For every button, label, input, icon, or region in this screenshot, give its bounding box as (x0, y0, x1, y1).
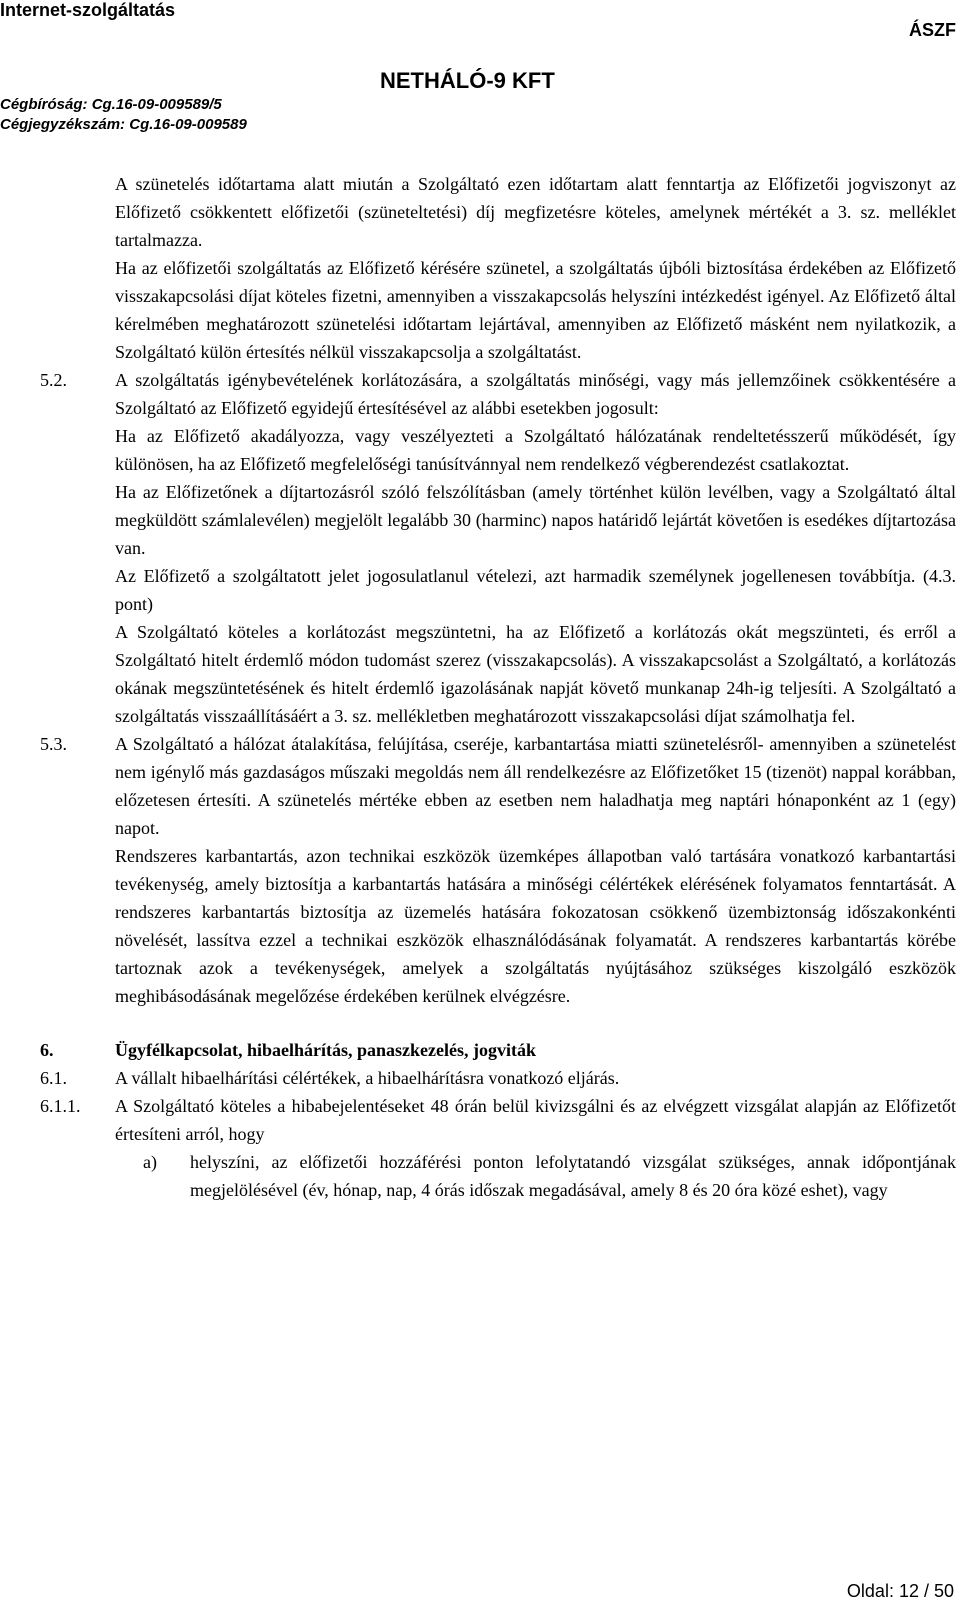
header-registration-number (0, 116, 247, 133)
list-item-a: a) helyszíni, az előfizetői hozzáférési ponton lefolytatandó vizsgálat szükséges, annak időpontjának megjelölésével (év, hónap, nap, 4 órás időszak megadásával, amely 8 és 20 óra közé eshet), vagy (40, 1148, 956, 1204)
section-number: 6. (40, 1040, 54, 1060)
header-court-registry (0, 96, 222, 113)
document-body (40, 170, 956, 1204)
section-5-2-case-3: Az Előfizető a szolgáltatott jelet jogosulatlanul vételezi, azt harmadik személynek jogellenesen továbbítja. (4.3. pont) (115, 566, 956, 614)
section-number: 5.2. (40, 370, 67, 390)
section-5-3-notice: A Szolgáltató a hálózat átalakítása, felújítása, cseréje, karbantartása miatti szünetelésről- amennyiben a szünetelést nem igénylő más gazdaságos műszaki megoldás nem áll rendelkezésre az Előfizetőket 15 (tizenöt) nappal korábban, előzetesen értesíti. A szünetelés mértéke ebben az esetben nem haladhatja meg naptári hónaponként az 1 (egy) napot. (115, 734, 956, 838)
page-number: Oldal: 12 / 50 (846, 1581, 954, 1601)
paragraph-reconnection: Ha az előfizetői szolgáltatás az Előfizető kérésére szünetel, a szolgáltatás újbóli biztosítása érdekében az Előfizető visszakapcsolási díjat köteles fizetni, amennyiben a visszakapcsolás helyszíni intézkedést igényel. Az Előfizető által kérelmében meghatározott szünetelési időtartam lejártával, amennyiben az Előfizető másként nem nyilatkozik, a Szolgáltató külön értesítés nélkül visszakapcsolja a szolgáltatást. (115, 258, 956, 362)
list-item-marker: a) (143, 1152, 157, 1172)
section-number: 5.3. (40, 734, 67, 754)
header-company-name: NETHÁLÓ-9 KFT (380, 68, 555, 93)
section-number: 6.1.1. (40, 1096, 81, 1116)
section-title: Ügyfélkapcsolat, hibaelhárítás, panaszkezelés, jogviták (115, 1040, 536, 1060)
section-6-heading (40, 1036, 956, 1064)
regno-value: Cg.16-09-009589 (129, 116, 247, 133)
section-6-1: 6.1. A vállalt hibaelhárítási célértékek, a hibaelhárításra vonatkozó eljárás. (40, 1064, 956, 1092)
header-service-title: Internet-szolgáltatás (0, 0, 176, 20)
section-5-2-intro: A szolgáltatás igénybevételének korlátozására, a szolgáltatás minőségi, vagy más jellemzőinek csökkentésére a Szolgáltató az Előfizető egyidejű értesítésével az alábbi esetekben jogosult: (115, 370, 956, 418)
section-5-2-case-2: Ha az Előfizetőnek a díjtartozásról szóló felszólításban (amely történhet külön levélben, vagy a Szolgáltató által megküldött számlalevélen) megjelölt legalább 30 (harminc) napos határidő lejártát követően is esedékes díjtartozása van. (115, 482, 956, 558)
section-5-2-lifting: A Szolgáltató köteles a korlátozást megszüntetni, ha az Előfizető a korlátozás okát megszünteti, és erről a Szolgáltató hitelt érdemlő módon tudomást szerez (visszakapcsolás). A visszakapcsolást a Szolgáltató, a korlátozás okának megszüntetésének és hitelt érdemlő igazolásának napját követő munkanap 24h-ig teljesíti. A Szolgáltató a szolgáltatás visszaállításáért a 3. sz. mellékletben meghatározott visszakapcsolási díjat számolhatja fel. (115, 622, 956, 726)
paragraph-suspension-fee: A szünetelés időtartama alatt miután a Szolgáltató ezen időtartam alatt fenntartja az Előfizetői jogviszonyt az Előfizető csökkentett előfizetői (szüneteltetési) díj megfizetésre köteles, amelynek mértékét a 3. sz. melléklet tartalmazza. (115, 174, 956, 250)
section-5-3 (40, 730, 956, 1010)
court-label: Cégbíróság: (0, 96, 88, 113)
section-6-1-1: 6.1.1. A Szolgáltató köteles a hibabejelentéseket 48 órán belül kivizsgálni és az elvégzett vizsgálat alapján az Előfizetőt értesíteni arról, hogy (40, 1092, 956, 1148)
section-5-2 (40, 366, 956, 730)
regno-label: Cégjegyzékszám: (0, 116, 126, 133)
section-5-3-maintenance: Rendszeres karbantartás, azon technikai eszközök üzemképes állapotban való tartására vonatkozó karbantartási tevékenység, amely biztosítja a karbantartás hatására a minőségi célértékek elérésének folyamatos fenntartását. A rendszeres karbantartás biztosítja az üzemelés hatására fokozatosan csökkenő üzembiztonság időszakonkénti növelését, lassítva ezzel a technikai eszközök elhasználódásának folyamatát. A rendszeres karbantartás körébe tartoznak azok a tevékenységek, amelyek a szolgáltatás nyújtásához szükséges kiszolgáló eszközök meghibásodásának megelőzése érdekében kerülnek elvégzésre. (115, 846, 956, 1006)
section-5-2-case-1: Ha az Előfizető akadályozza, vagy veszélyezteti a Szolgáltató hálózatának rendeltetésszerű működését, így különösen, ha az Előfizető megfelelőségi tanúsítvánnyal nem rendelkező végberendezést csatlakoztat. (115, 426, 956, 474)
court-value: Cg.16-09-009589/5 (91, 96, 222, 113)
header-doc-type: ÁSZF (909, 20, 956, 40)
section-number: 6.1. (40, 1068, 67, 1088)
